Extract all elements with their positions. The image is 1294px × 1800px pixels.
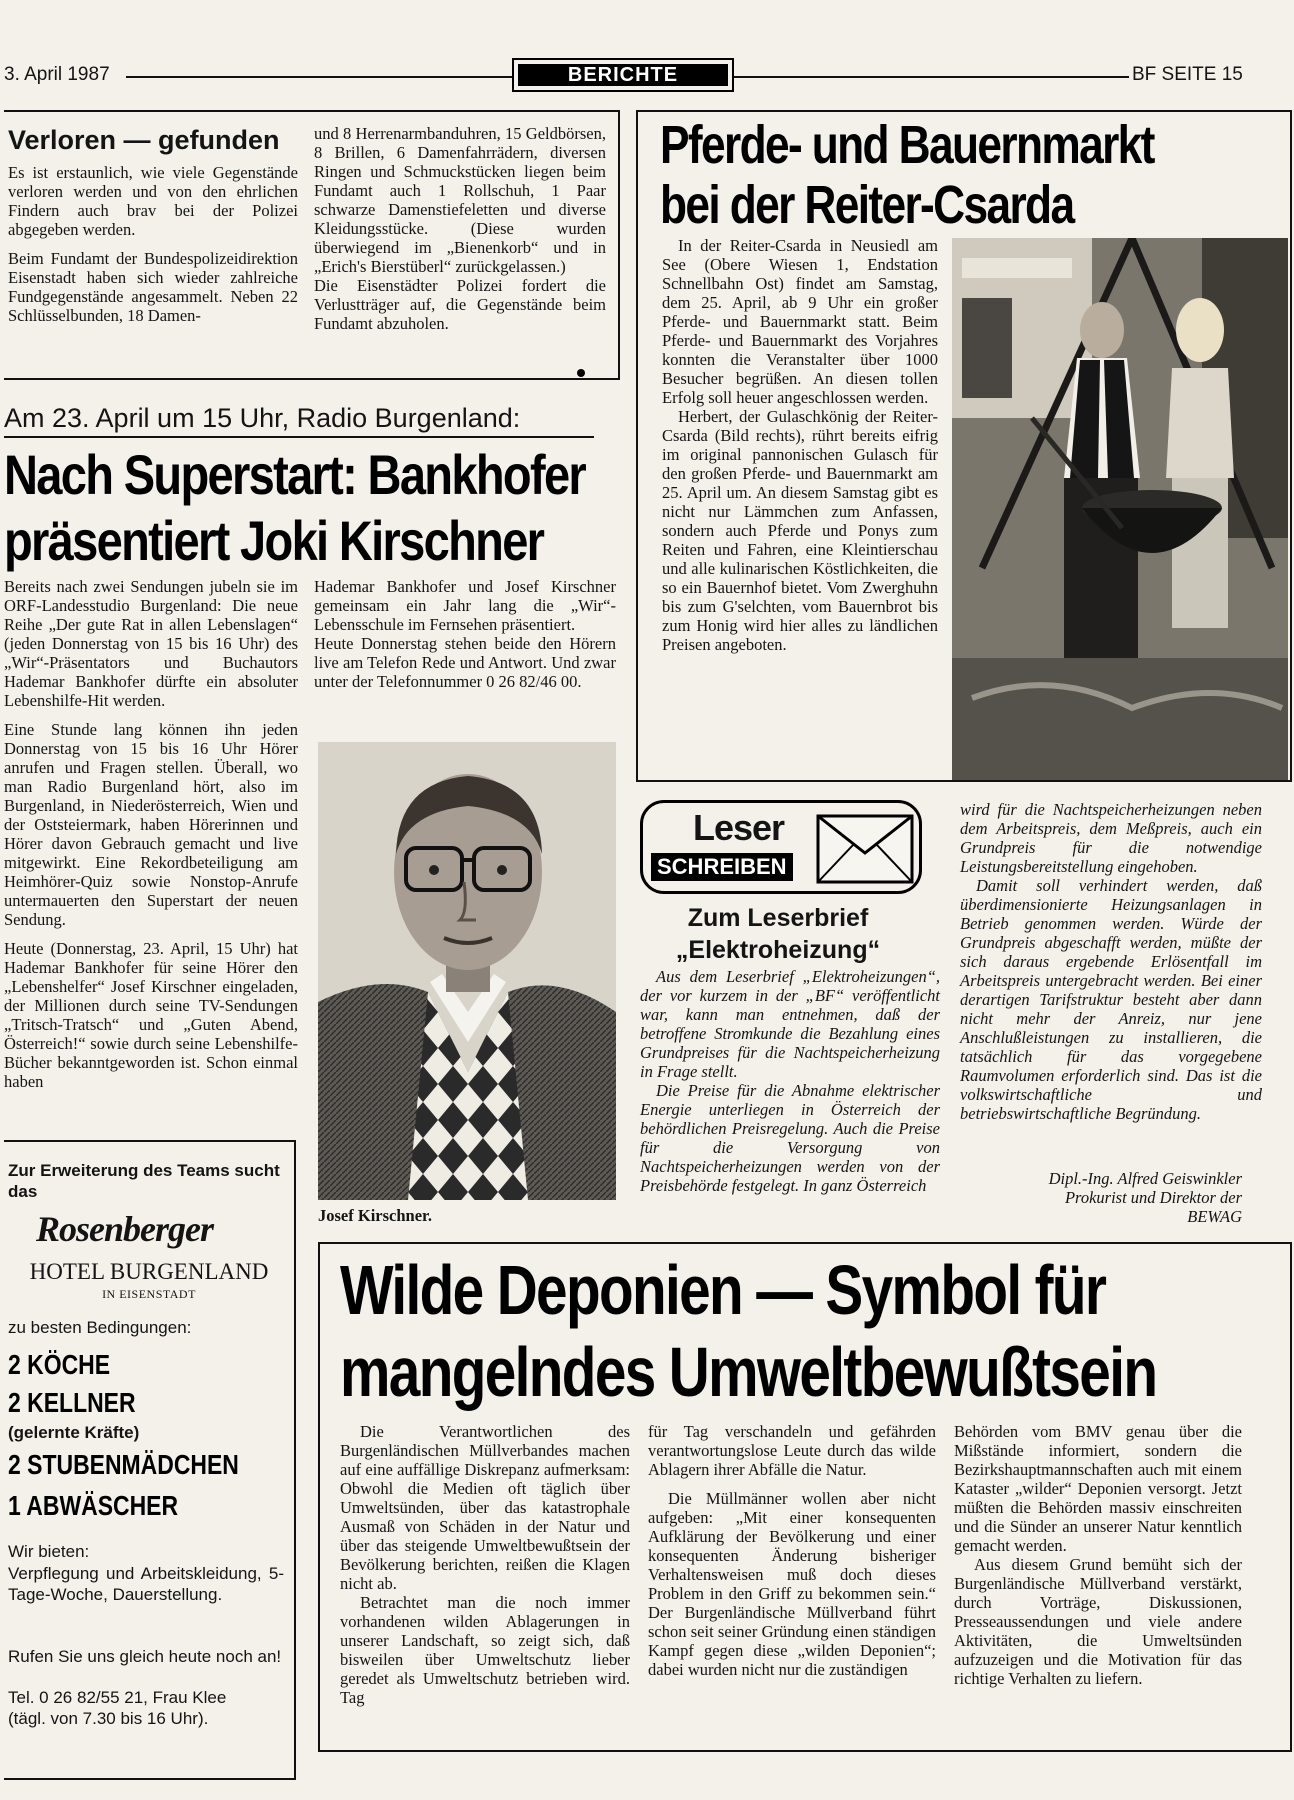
envelope-icon	[815, 813, 915, 885]
ad-hotel: HOTEL BURGENLAND	[29, 1259, 269, 1284]
ad-offer-text: Verpflegung und Arbeitskleidung, 5-Tage-Woche, Dauerstellung.	[8, 1564, 284, 1604]
pferde-headline-2: bei der Reiter-Csarda	[660, 175, 1074, 235]
pferde-p1: In der Reiter-Csarda in Neusiedl am See (Obere Wiesen 1, Endstation Schnellbahn Ost) findet am Samstag, dem 25. April, ab 9 Uhr ein großer Pferde- und Bauernmarkt statt. Beim Pferde- und Bauernmarkt des Vorjahres konnten die Veranstalter über 1000 Besucher begrüßen. An diesen tollen Erfolg soll heuer angeschlossen werden.	[662, 236, 938, 407]
ad-job2-note: (gelernte Kräfte)	[8, 1423, 140, 1442]
leser-col2-p2: Damit soll verhindert werden, daß überdimensionierte Heizungsanlagen in Betrieb genommen werden. Würde der Grundpreis abgeschafft werden, müßte der sich daraus ergebende Erlösentfall im Arbeitspreis untergebracht werden. Bei einer derartigen Tarifstruktur besteht aber dann nicht mehr der Anreiz, nur jene Anschlußleistungen zu installieren, die tatsächlich für das vorgegebene Raumvolumen erforderlich sind. Das ist die volkswirtschaftliche und betriebswirtschaftliche Begründung.	[960, 876, 1262, 1123]
signature-role: Prokurist und Direktor der	[1064, 1188, 1242, 1207]
photo-caption: Josef Kirschner.	[318, 1206, 432, 1225]
ad-conditions: zu besten Bedingungen:	[8, 1318, 192, 1337]
ad-intro: Zur Erweiterung des Teams sucht das	[8, 1161, 280, 1201]
deponien-col2-p1: für Tag verschandeln und gefährden verantwortungslose Leute durch das wilde Ablagern ihrer Abfälle die Natur.	[648, 1422, 936, 1479]
ad-brand-script: Rosenberger	[36, 1209, 213, 1249]
radio-kicker-rule	[4, 436, 594, 438]
radio-kicker: Am 23. April um 15 Uhr, Radio Burgenland:	[4, 403, 521, 433]
radio-headline-2: präsentiert Joki Kirschner	[4, 509, 544, 572]
radio-headline-1: Nach Superstart: Bankhofer	[4, 443, 586, 506]
lost-found-col1-p1: Es ist erstaunlich, wie viele Gegenstände verloren werden und von den ehrlichen Findern auch brav bei der Polizei abgegeben werden.	[8, 163, 298, 239]
ad-job3: 2 STUBENMÄDCHEN	[8, 1449, 239, 1480]
section-label: BERICHTE	[567, 63, 679, 86]
section-label-box	[512, 58, 734, 92]
header-date: 3. April 1987	[4, 64, 110, 85]
lost-found-col2	[314, 124, 606, 333]
leser-title-1: Zum Leserbrief	[687, 904, 869, 932]
leser-col2	[960, 800, 1262, 1123]
leser-signature	[960, 1169, 1242, 1226]
deponien-headline-1: Wilde Deponien — Symbol für	[340, 1251, 1106, 1329]
ad-hotel-sub: IN EISENSTADT	[102, 1287, 196, 1301]
ad-offer-title: Wir bieten:	[8, 1542, 90, 1561]
deponien-col1-p1: Die Verantwortlichen des Burgenländischen Müllverbandes machen auf eine auffällige Diskrepanz aufmerksam: Obwohl die Medien oft täglich über Umweltsünden, über das katastrophale Ausmaß von Schäden in der Natur und über das steigende Umweltbewußtsein der Bevölkerung berichten, reißen die Klagen nicht ab.	[340, 1422, 630, 1593]
header-rule-right	[734, 76, 1129, 78]
lost-found-col2-p1: und 8 Herrenarmbanduhren, 15 Geldbörsen, 8 Brillen, 6 Damenfahrrädern, diversen Ringen und Schmuckstücken liegen beim Fundamt auch 1 Rollschuh, 1 Paar schwarze Damenstiefeletten und diverse Kleidungsstücke. (Diese wurden überwiegend im „Bienenkorb“ und in „Erich's Bierstüberl“ zurückgelassen.)	[314, 124, 606, 276]
gulasch-illustration	[952, 238, 1288, 780]
radio-col1-p1: Bereits nach zwei Sendungen jubeln sie im ORF-Landesstudio Burgenland: Die neue Reihe „Der gute Rat in allen Lebenslagen“ (jeden Donnerstag von 15 bis 16 Uhr) des „Wir“-Präsentators und Buchautors Hademar Bankhofer dürfte ein absoluter Lebenshilfe-Hit werden.	[4, 577, 298, 710]
leser-title-2: „Elektroheizung“	[675, 936, 881, 964]
lost-found-title: Verloren — gefunden	[8, 125, 280, 155]
ad-job2: 2 KELLNER	[8, 1387, 136, 1418]
pferde-p2: Herbert, der Gulaschkönig der Reiter-Csarda (Bild rechts), rührt bereits eifrig im original pannonischen Gulasch für den großen Pferde- und Bauernmarkt am 25. April um. An diesem Samstag gibt es nicht nur Lämmchen zum Anfassen, sondern auch Pferde und Ponys zum Reiten und Fahren, eine Kleintierschau und alle kulinarischen Köstlichkeiten, die so ein Bauernhof bietet. Vom Zwerghuhn bis zum G'selchten, vom Bauernbrot bis zum Honig wird hier alles zu ländlichen Preisen angeboten.	[662, 407, 938, 654]
leser-logo-word2: SCHREIBEN	[651, 853, 793, 881]
leser-col1-p2: Die Preise für die Abnahme elektrischer Energie unterliegen in Österreich der behördlichen Preisregelung. Auch die Preise für die Versorgung von Nachtspeicherheizungen werden von der Preisbehörde festgelegt. In ganz Österreich	[640, 1081, 940, 1195]
radio-col1-p3: Heute (Donnerstag, 23. April, 15 Uhr) hat Hademar Bankhofer für seine Hörer den „Lebenshelfer“ Josef Kirschner eingeladen, der Millionen durch seine TV-Sendungen „Tritsch-Tratsch“ und „Guten Abend, Österreich!“ sowie durch seine Lebenshilfe-Bücher bekanntgeworden ist. Schon einmal haben	[4, 939, 298, 1091]
deponien-col3	[954, 1422, 1242, 1688]
radio-col2-p1: Hademar Bankhofer und Josef Kirschner gemeinsam ein Jahr lang die „Wir“-Lebensschule im Fernsehen präsentiert.	[314, 577, 616, 634]
lost-found-col1-p2: Beim Fundamt der Bundespolizeidirektion Eisenstadt haben sich wieder zahlreiche Fundgegenstände angesammelt. Neben 22 Schlüsselbunden, 18 Damen-	[8, 249, 298, 325]
portrait-illustration	[318, 742, 616, 1200]
lost-found-col2-p2: Die Eisenstädter Polizei fordert die Verlustträger auf, die Gegenstände beim Fundamt abzuholen.	[314, 276, 606, 333]
deponien-headline-2: mangelndes Umweltbewußtsein	[340, 1333, 1157, 1411]
deponien-col1-p2: Betrachtet man die noch immer vorhandenen wilden Ablagerungen in unserer Landschaft, so zeigt sich, daß bisweilen über Umweltschutz lieber geredet als Umweltschutz betrieben wird. Tag	[340, 1593, 630, 1707]
radio-col2-p2: Heute Donnerstag stehen beide den Hörern live am Telefon Rede und Antwort. Und zwar unter der Telefonnummer 0 26 82/46 00.	[314, 634, 616, 691]
leser-col1-p1: Aus dem Leserbrief „Elektroheizungen“, der vor kurzem in der „BF“ veröffentlicht war, kann man entnehmen, daß der betroffene Stromkunde die Bezahlung eines Grundpreises für die Nachtspeicherheizung in Frage stellt.	[640, 967, 940, 1081]
deponien-col3-p2: Aus diesem Grund bemüht sich der Burgenländische Müllverband verstärkt, durch Vorträge, Diskussionen, Presseaussendungen und viele andere Aktivitäten, die Umweltsünden aufzuzeigen und die Motivation für das richtige Verhalten zu liefern.	[954, 1555, 1242, 1688]
leser-col1	[640, 967, 940, 1195]
header-rule-left	[126, 76, 514, 78]
deponien-col3-p1: Behörden vom BMV genau über die Mißstände informiert, sondern die Bezirkshauptmannschaften auch mit einem Kataster „wilder“ Deponien versorgt. Jetzt müßten die Behörden massiv einschreiten und die Sünder an unserer Natur kenntlich gemacht werden.	[954, 1422, 1242, 1555]
ad-call: Rufen Sie uns gleich heute noch an!	[8, 1647, 282, 1666]
ad-phone: Tel. 0 26 82/55 21, Frau Klee	[8, 1688, 227, 1707]
kirschner-photo	[318, 742, 616, 1200]
ad-job1: 2 KÖCHE	[8, 1349, 111, 1380]
deponien-col2	[648, 1422, 936, 1679]
lost-found-col1	[8, 163, 298, 325]
header-page: BF SEITE 15	[1132, 64, 1243, 85]
pferde-text	[662, 236, 938, 654]
leser-logo-word1: Leser	[693, 807, 785, 848]
radio-col1	[4, 577, 298, 1091]
signature-company: BEWAG	[1187, 1207, 1242, 1226]
ad-hours: (tägl. von 7.30 bis 16 Uhr).	[8, 1709, 209, 1728]
deponien-col2-p2: Die Müllmänner wollen aber nicht aufgeben: „Mit einer konsequenten Aufklärung der Bevölkerung und einer konsequenten Änderung bisheriger Verhaltensweisen muß doch dieses Problem in den Griff zu bekommen sein.“ Der Burgenländische Müllverband führt schon seit seiner Gründung einen ständigen Kampf gegen diese „wilden Deponien“; dabei wurden nicht nur die zuständigen	[648, 1489, 936, 1679]
radio-col2	[314, 577, 616, 691]
leser-logo	[640, 800, 922, 894]
end-of-article-dot	[577, 369, 585, 377]
pferde-headline-1: Pferde- und Bauernmarkt	[660, 115, 1154, 175]
ad-job4: 1 ABWÄSCHER	[8, 1490, 179, 1521]
gulasch-photo	[952, 238, 1288, 780]
leser-col2-p1: wird für die Nachtspeicherheizungen neben dem Arbeitspreis, dem Meßpreis, auch ein Grundpreis für die notwendige Leistungsbereitstellung eingehoben.	[960, 800, 1262, 876]
signature-name: Dipl.-Ing. Alfred Geiswinkler	[1048, 1169, 1242, 1188]
deponien-col1	[340, 1422, 630, 1707]
radio-col1-p2: Eine Stunde lang können ihn jeden Donnerstag von 15 bis 16 Uhr Hörer anrufen und Fragen stellen. Überall, wo man Radio Burgenland hört, also im Burgenland, in Niederösterreich, Wien und der Oststeiermark, haben Hörerinnen und Hörer davon Gebrauch gemacht und live mitgewirkt. Eine Rekordbeteiligung am Heimhörer-Quiz sowie Nonstop-Anrufe untermauerten den Superstart der neuen Sendung.	[4, 720, 298, 929]
